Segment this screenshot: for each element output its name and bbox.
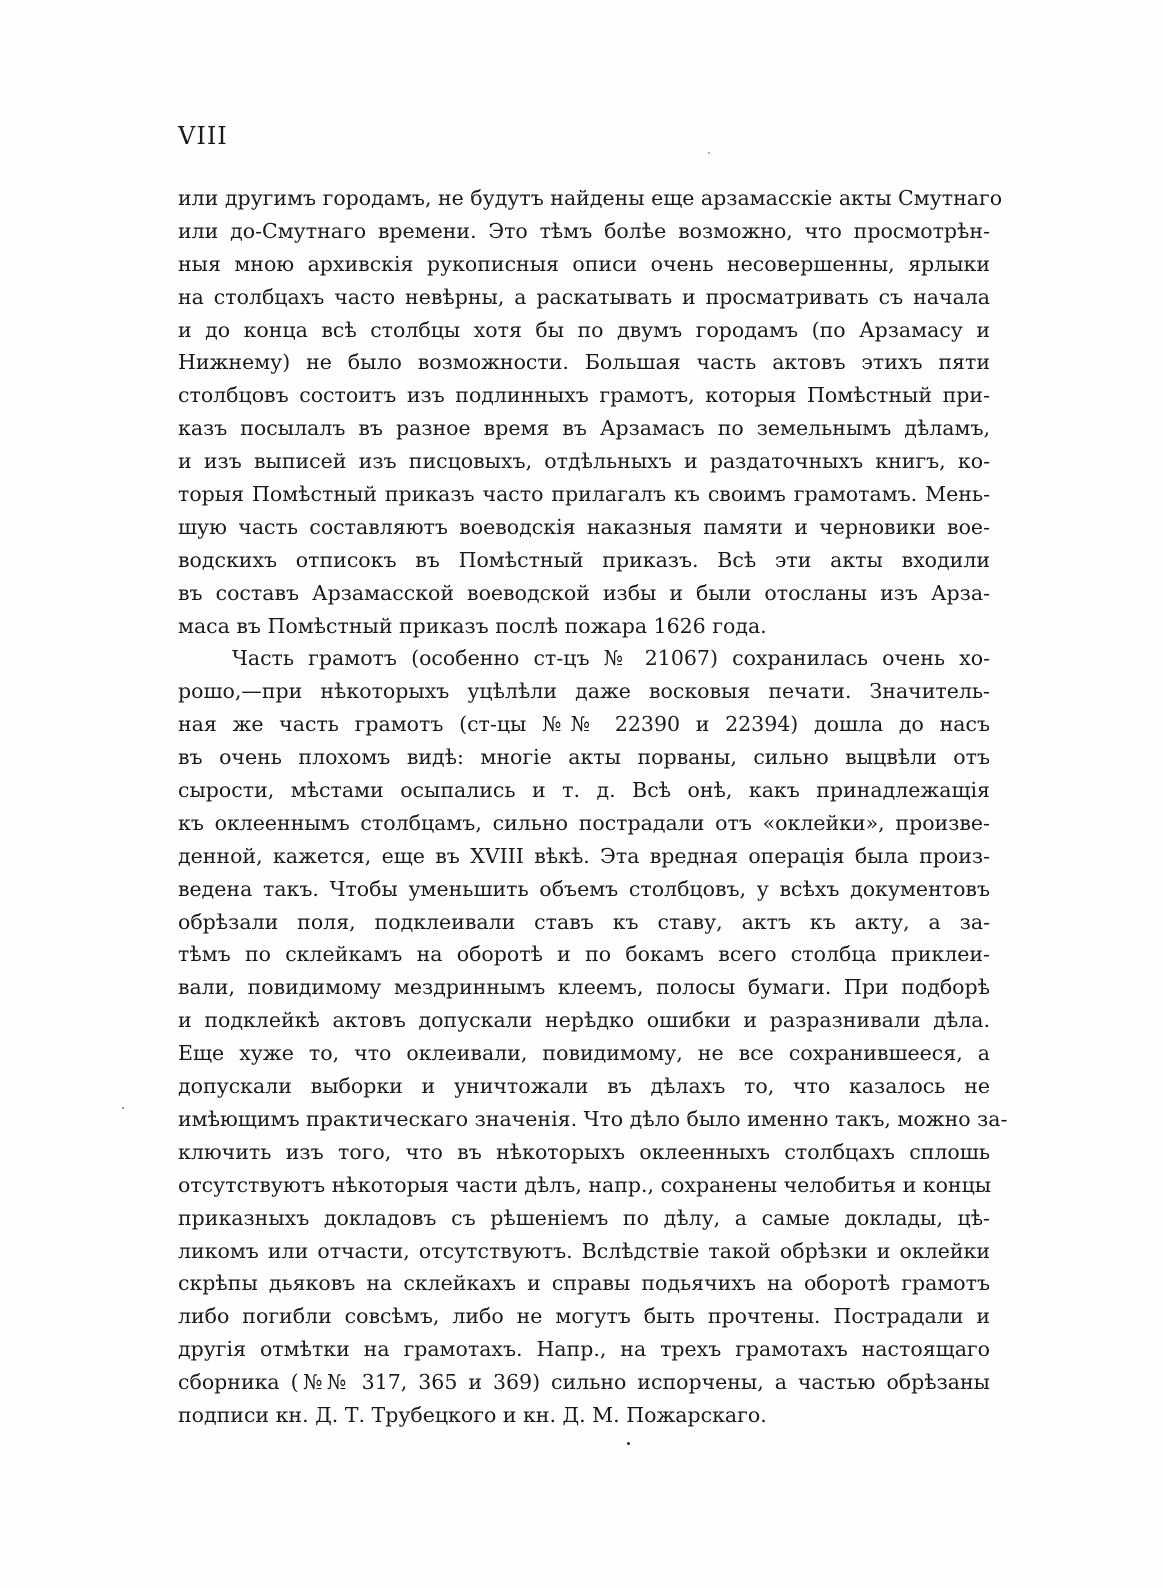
text-line: приказныхъ докладовъ съ рѣшеніемъ по дѣлу, а самые доклады, цѣ- (178, 1205, 990, 1230)
text-line: подписи кн. Д. Т. Трубецкого и кн. Д. М. Пожарскаго. (178, 1402, 767, 1427)
text-line: въ составъ Арзамасской воеводской избы и были отосланы изъ Арза- (178, 580, 990, 605)
text-line: рошо,—при нѣкоторыхъ уцѣлѣли даже восковыя печати. Значитель- (178, 679, 990, 704)
text-line: сборника (№№ 317, 365 и 369) сильно испорчены, а частью обрѣзаны (178, 1370, 990, 1395)
text-line: тѣмъ по склейкамъ на оборотѣ и по бокамъ всего столбца приклеи- (178, 942, 990, 967)
text-line: торыя Помѣстный приказъ часто прилагалъ къ своимъ грамотамъ. Мень- (178, 482, 990, 507)
scan-speck (708, 152, 710, 154)
text-line: допускали выборки и уничтожали въ дѣлахъ то, что казалось не (178, 1074, 990, 1099)
text-line: другія отмѣтки на грамотахъ. Напр., на трехъ грамотахъ настоящаго (178, 1337, 990, 1362)
text-line: ключить изъ того, что въ нѣкоторыхъ оклеенныхъ столбцахъ сплошь (178, 1139, 990, 1164)
text-line: ная же часть грамотъ (ст-цы №№ 22390 и 22394) дошла до насъ (178, 712, 990, 737)
text-line: столбцовъ состоитъ изъ подлинныхъ грамотъ, которыя Помѣстный при- (178, 383, 990, 408)
text-line: Нижнему) не было возможности. Большая часть актовъ этихъ пяти (178, 350, 990, 375)
scan-speck (627, 1442, 630, 1445)
text-line: ныя мною архивскія рукописныя описи очень несовершенны, ярлыки (178, 251, 990, 276)
text-line: или до-Смутнаго времени. Это тѣмъ болѣе возможно, что просмотрѣн- (178, 218, 990, 243)
paragraph-1 (178, 182, 1003, 642)
text-line: отсутствуютъ нѣкоторыя части дѣлъ, напр., сохранены челобитья и концы (178, 1172, 992, 1197)
text-line: обрѣзали поля, подклеивали ставъ къ ставу, актъ къ акту, а за- (178, 909, 990, 934)
text-line: и изъ выписей изъ писцовыхъ, отдѣльныхъ и раздаточныхъ книгъ, ко- (178, 449, 990, 474)
text-line: въ очень плохомъ видѣ: многіе акты порваны, сильно выцвѣли отъ (178, 745, 990, 770)
text-line: и до конца всѣ столбцы хотя бы по двумъ городамъ (по Арзамасу и (178, 317, 990, 342)
text-line: Еще хуже то, что оклеивали, повидимому, не все сохранившееся, а (178, 1041, 990, 1066)
text-line: или другимъ городамъ, не будутъ найдены еще арзамасскіе акты Смутнаго (178, 186, 1003, 210)
text-line: вали, повидимому мездриннымъ клеемъ, полосы бумаги. При подборѣ (178, 975, 990, 1000)
text-line: на столбцахъ часто невѣрны, а раскатывать и просматривать съ начала (178, 284, 990, 309)
page-number: VIII (178, 122, 228, 150)
scan-speck (122, 1107, 124, 1109)
text-line: шую часть составляютъ воеводскія наказныя памяти и черновики вое- (178, 514, 990, 539)
text-line: и подклейкѣ актовъ допускали нерѣдко ошибки и разразнивали дѣла. (178, 1008, 990, 1033)
text-line: Часть грамотъ (особенно ст-цъ № 21067) сохранилась очень хо- (232, 646, 990, 671)
body-text (178, 182, 1008, 1432)
text-line: сырости, мѣстами осыпались и т. д. Всѣ онѣ, какъ принадлежащія (178, 778, 990, 803)
text-line: ведена такъ. Чтобы уменьшить объемъ столбцовъ, у всѣхъ документовъ (178, 876, 990, 901)
text-line: маса въ Помѣстный приказъ послѣ пожара 1626 года. (178, 613, 767, 638)
paragraph-2 (178, 642, 1008, 1431)
text-line: къ оклееннымъ столбцамъ, сильно пострадали отъ «оклейки», произве- (178, 810, 990, 835)
text-line: имѣющимъ практическаго значенія. Что дѣло было именно такъ, можно за- (178, 1106, 1008, 1131)
text-line: либо погибли совсѣмъ, либо не могутъ быть прочтены. Пострадали и (178, 1304, 990, 1329)
text-line: ликомъ или отчасти, отсутствуютъ. Вслѣдствіе такой обрѣзки и оклейки (178, 1238, 990, 1263)
text-line: скрѣпы дьяковъ на склейкахъ и справы подьячихъ на оборотѣ грамотъ (178, 1271, 990, 1296)
text-line: денной, кажется, еще въ XVIII вѣкѣ. Эта вредная операція была произ- (178, 843, 990, 868)
text-line: казъ посылалъ въ разное время въ Арзамасъ по земельнымъ дѣламъ, (178, 416, 990, 441)
text-line: водскихъ отписокъ въ Помѣстный приказъ. Всѣ эти акты входили (178, 547, 990, 572)
